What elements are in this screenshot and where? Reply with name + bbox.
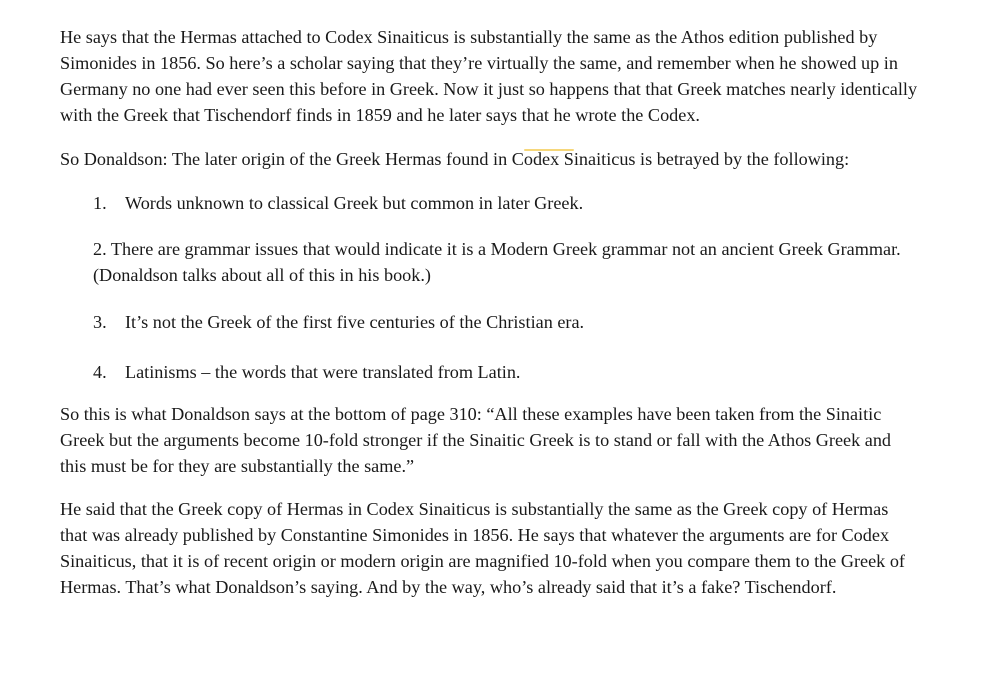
- paragraph-2: So Donaldson: The later origin of the Greek Hermas found in Codex Sinaiticus is betrayed by the following:: [60, 149, 850, 169]
- list-item-number: 2.: [93, 239, 107, 259]
- list-item-number: 1.: [93, 193, 107, 213]
- list-item-text: Words unknown to classical Greek but common in later Greek.: [125, 193, 584, 213]
- list-item: [93, 190, 920, 216]
- document-page: [60, 24, 920, 600]
- list-item: [93, 309, 920, 335]
- paragraph-3: So this is what Donaldson says at the bottom of page 310: “All these examples have been taken from the Sinaitic Greek but the arguments become 10-fold stronger if the Sinaitic Greek is to stand or fall with the Athos Greek and this must be for they are substantially the same.”: [60, 404, 892, 476]
- list-item: [93, 236, 920, 288]
- list-item-text: Latinisms – the words that were translated from Latin.: [125, 362, 521, 382]
- numbered-list: [60, 190, 920, 385]
- list-item-text: There are grammar issues that would indicate it is a Modern Greek grammar not an ancient Greek Grammar. (Donaldson talks about all of this in his book.): [93, 239, 901, 285]
- list-item-text: It’s not the Greek of the first five centuries of the Christian era.: [125, 312, 585, 332]
- list-item: [93, 359, 920, 385]
- paragraph-4: He said that the Greek copy of Hermas in Codex Sinaiticus is substantially the same as the Greek copy of Hermas that was already published by Constantine Simonides in 1856. He says that whatever the arguments are for Codex Sinaiticus, that it is of recent origin or modern origin are magnified 10-fold when you compare them to the Greek of Hermas. That’s what Donaldson’s saying. And by the way, who’s already said that it’s a fake? Tischendorf.: [60, 499, 905, 597]
- list-item-number: 4.: [93, 362, 107, 382]
- paragraph-1: He says that the Hermas attached to Codex Sinaiticus is substantially the same as the Athos edition published by Simonides in 1856. So here’s a scholar saying that they’re virtually the same, and remember when he showed up in Germany no one had ever seen this before in Greek. Now it just so happens that that Greek matches nearly identically with the Greek that Tischendorf finds in 1859 and he later says that he wrote the Codex.: [60, 27, 918, 125]
- list-item-number: 3.: [93, 312, 107, 332]
